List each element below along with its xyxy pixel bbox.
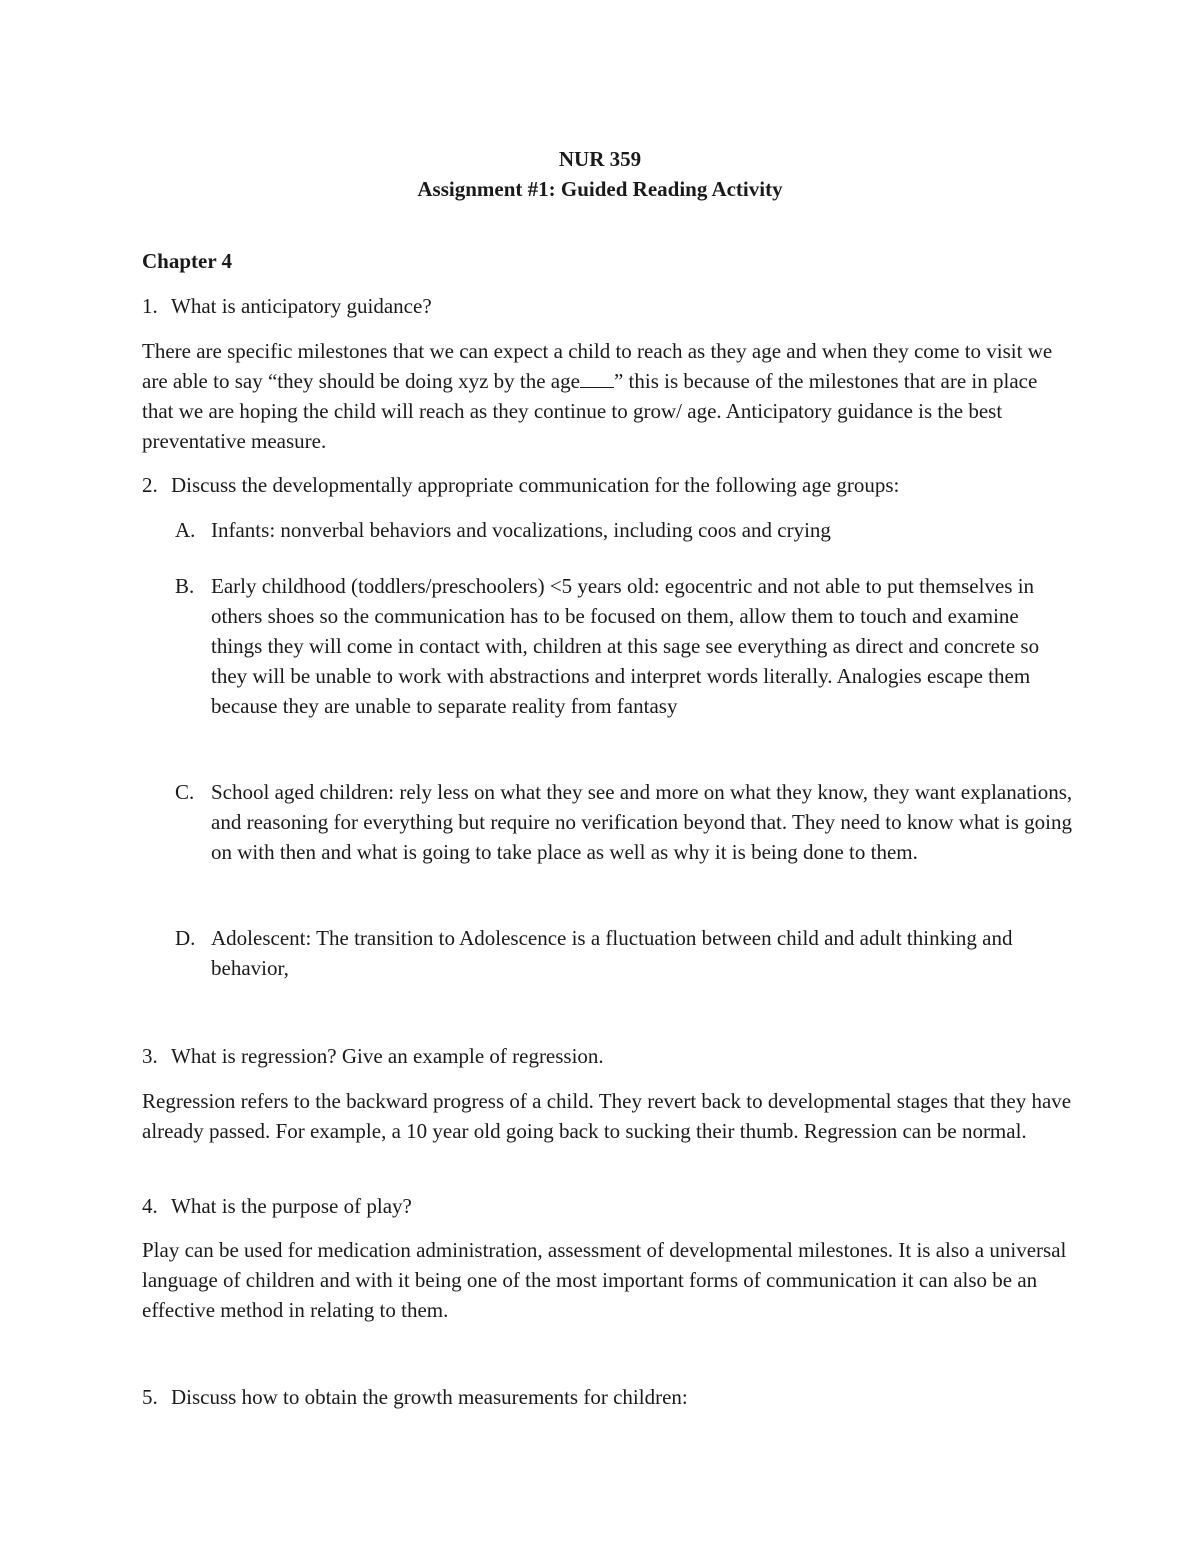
item-letter: D. [175, 926, 196, 950]
item-text: School aged children: rely less on what they see and more on what they know, they want explanations, and reasoning for everything but require no verification beyond that. They need to know what is going on with then and what is going to take place as well as why it is being done to them. [211, 780, 1073, 864]
assignment-title: Assignment #1: Guided Reading Activity [417, 177, 783, 201]
question-text: What is anticipatory guidance? [171, 294, 432, 318]
list-item-infants [175, 515, 1075, 545]
course-title: NUR 359 [558, 147, 642, 171]
question-number: 5. [142, 1385, 158, 1409]
item-letter: A. [175, 518, 196, 542]
answer-1 [142, 336, 1072, 456]
answer-4 [142, 1235, 1072, 1325]
question-number: 3. [142, 1044, 158, 1068]
question-number: 1. [142, 294, 158, 318]
item-text: Infants: nonverbal behaviors and vocalizations, including coos and crying [211, 518, 831, 542]
answer-text-part1: There are specific milestones that we can expect a child to reach as they age and when they come to visit we are able to say “they should be doing xyz by the age [142, 339, 1053, 393]
answer-text: Play can be used for medication administration, assessment of developmental milestones. It is also a universal language of children and with it being one of the most important forms of communication it can also be an effective method in relating to them. [142, 1238, 1067, 1322]
item-text: Adolescent: The transition to Adolescence is a fluctuation between child and adult thinking and behavior, [211, 926, 1013, 980]
answer-text-part2: ” this is because of the milestones that are in place that we are hoping the child will reach as they continue to grow/ age. Anticipatory guidance is the best preventative measure. [142, 369, 1038, 453]
list-item-school-aged [175, 777, 1075, 867]
answer-text: Regression refers to the backward progress of a child. They revert back to developmental stages that they have already passed. For example, a 10 year old going back to sucking their thumb. Regression can be normal. [142, 1089, 1072, 1143]
question-3 [142, 1041, 1070, 1071]
question-4 [142, 1191, 1070, 1221]
list-item-early-childhood [175, 571, 1075, 721]
question-1 [142, 291, 1070, 321]
list-item-adolescent [175, 923, 1075, 983]
answer-3 [142, 1086, 1072, 1146]
question-5 [142, 1382, 1070, 1412]
question-number: 2. [142, 473, 158, 497]
blank-line [580, 369, 614, 388]
question-text: What is the purpose of play? [171, 1194, 412, 1218]
question-text: Discuss the developmentally appropriate communication for the following age groups: [171, 473, 900, 497]
chapter-heading: Chapter 4 [142, 249, 233, 273]
question-text: Discuss how to obtain the growth measurements for children: [171, 1385, 688, 1409]
item-text: Early childhood (toddlers/preschoolers) <5 years old: egocentric and not able to put themselves in others shoes so the communication has to be focused on them, allow them to touch and examine things they will come in contact with, children at this sage see everything as direct and concrete so they will be unable to work with abstractions and interpret words literally. Analogies escape them because they are unable to separate reality from fantasy [211, 574, 1040, 718]
item-letter: C. [175, 780, 195, 804]
question-text: What is regression? Give an example of regression. [171, 1044, 604, 1068]
question-number: 4. [142, 1194, 158, 1218]
question-2 [142, 470, 1070, 500]
item-letter: B. [175, 574, 195, 598]
